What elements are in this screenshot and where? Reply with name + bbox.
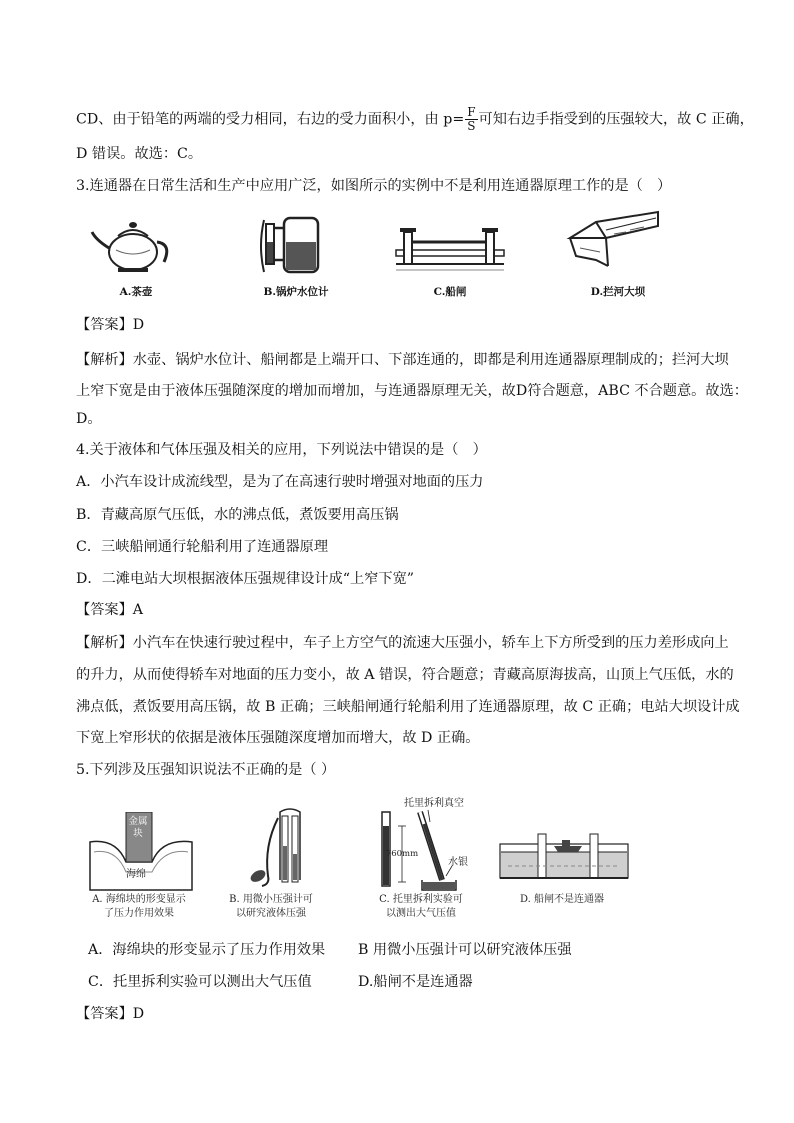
analysis-4-line: 的升力，从而使得轿车对地面的压力变小，故 A 错误，符合题意；青藏高原海拔高，山顶上气压低，水的: [76, 667, 734, 683]
answer-4: 【答案】A: [76, 602, 143, 618]
fig5-caption-c-line1: C. 托里拆利实验可: [379, 894, 463, 905]
answer-3: 【答案】D: [76, 317, 145, 333]
fig5-caption-d: D. 船闸不是连通器: [519, 894, 605, 905]
q5-option-a: A．海绵块的形变显示了压力作用效果: [88, 942, 326, 958]
analysis-4-line: 沸点低，煮饭要用高压锅，故 B 正确；三峡船闸通行轮船利用了连通器原理，故 C 正确；电站大坝设计成: [76, 699, 740, 715]
fig3-caption-a: A.茶壶: [119, 286, 153, 298]
q5-option-d: D.船闸不是连通器: [358, 974, 473, 990]
analysis-3-line: 上窄下宽是由于液体压强随深度的增加而增加，与连通器原理无关，故D符合题意，ABC 不合题意。故选：: [76, 383, 748, 399]
fig3-caption-d: D.拦河大坝: [590, 286, 646, 298]
analysis-4-line: 【解析】小汽车在快速行驶过程中，车子上方空气的流速大压强小，轿车上下方所受到的压力差形成向上: [76, 635, 729, 651]
ship-lock-figure: [394, 220, 506, 276]
answer-5: 【答案】D: [76, 1006, 145, 1022]
text-line: [76, 106, 754, 133]
boiler-gauge-figure: [256, 212, 326, 278]
fraction-numerator: F: [467, 105, 476, 119]
option-d: D．二滩电站大坝根据液体压强规律设计成“上窄下宽”: [76, 571, 415, 587]
dam-figure: [566, 208, 662, 274]
option-b: B．青藏高原气压低，水的沸点低，煮饭要用高压锅: [76, 507, 399, 523]
fig5-caption-a-line1: A. 海绵块的形变显示: [92, 894, 186, 905]
analysis-3-line: D。: [76, 411, 102, 427]
option-a: A．小汽车设计成流线型，是为了在高速行驶时增强对地面的压力: [76, 474, 484, 490]
metal-block-label: 金属块: [128, 816, 148, 839]
sponge-label: 海绵: [126, 869, 146, 880]
height-760mm-label: 760mm: [385, 849, 419, 859]
fraction-denominator: S: [467, 119, 476, 133]
text-span: CD、由于铅笔的两端的受力相同，右边的受力面积小，由 p=: [76, 111, 465, 128]
text-span: 可知右边手指受到的压强较大，故 C 正确，: [478, 111, 754, 128]
q5-option-c: C．托里拆利实验可以测出大气压值: [88, 974, 312, 990]
fig5-caption-b-line1: B. 用微小压强计可: [229, 894, 313, 905]
teapot-figure: [88, 214, 178, 276]
ship-lock-figure-5: [498, 830, 630, 882]
analysis-4-line: 下宽上窄形状的依据是液体压强随深度增加而增大，故 D 正确。: [76, 730, 480, 746]
fraction-f-over-s: [465, 106, 477, 133]
vacuum-label: 托里拆利真空: [404, 798, 464, 809]
fig3-caption-c: C.船闸: [433, 286, 467, 298]
fig3-caption-b: B.锅炉水位计: [263, 286, 329, 298]
question-3: 3.连通器在日常生活和生产中应用广泛，如图所示的实例中不是利用连通器原理工作的是（ ）: [76, 178, 672, 194]
q5-option-b: B 用微小压强计可以研究液体压强: [358, 942, 572, 958]
option-c: C．三峡船闸通行轮船利用了连通器原理: [76, 539, 329, 555]
mercury-label: 水银: [448, 857, 468, 868]
fig5-caption-b-line2: 以研究液体压强: [236, 908, 306, 919]
pressure-gauge-figure: [246, 806, 316, 890]
question-5: 5.下列涉及压强知识说法不正确的是（ ）: [76, 762, 336, 778]
analysis-3-line: 【解析】水壶、锅炉水位计、船闸都是上端开口、下部连通的，即都是利用连通器原理制成的；拦河大坝: [76, 352, 729, 368]
fig5-caption-a-line2: 了压力作用效果: [104, 908, 174, 919]
fig5-caption-c-line2: 以测出大气压值: [386, 908, 456, 919]
text-line: D 错误。故选：C。: [76, 146, 203, 162]
question-4: 4.关于液体和气体压强及相关的应用，下列说法中错误的是（ ）: [76, 442, 487, 458]
